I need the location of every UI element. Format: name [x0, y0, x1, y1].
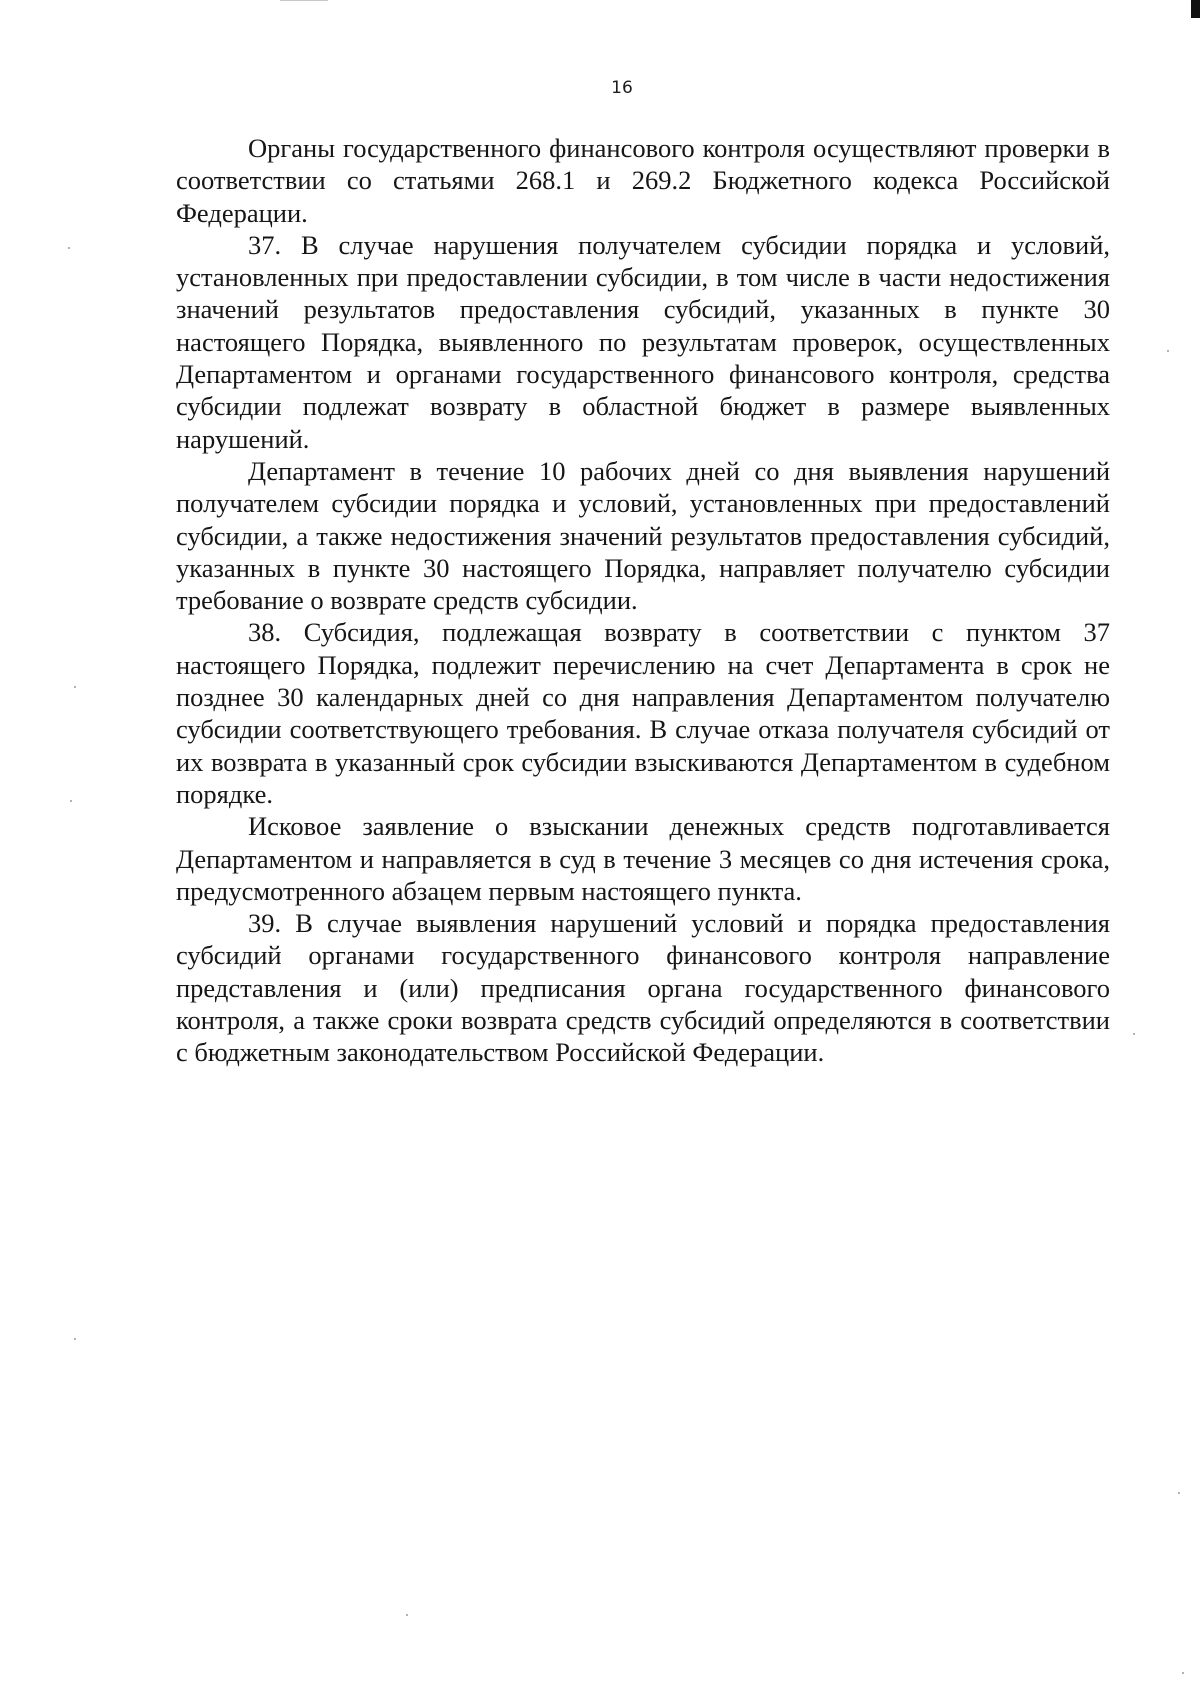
- scan-speck: [74, 1338, 76, 1340]
- paragraph-item-37: 37. В случае нарушения получателем субсидии порядка и условий, установленных при предоставлении субсидии, в том числе в части недостижения значений результатов предоставления субсидий, указанных в пункте 30 настоящего Порядка, выявленного по результатам проверок, осуществленных Департаментом и органами государственного финансового контроля, средства субсидии подлежат возврату в областной бюджет в размере выявленных нарушений.: [176, 229, 1110, 454]
- paragraph-financial-control: Органы государственного финансового контроля осуществляют проверки в соответствии со статьями 268.1 и 269.2 Бюджетного кодекса Российской Федерации.: [176, 133, 1110, 228]
- page-number: 16: [611, 78, 633, 98]
- paragraph-item-39: 39. В случае выявления нарушений условий и порядка предоставления субсидий органами государственного финансового контроля направление представления и (или) предписания органа государственного финансового контроля, а также сроки возврата средств субсидий определяются в соответствии с бюджетным законодательством Российской Федерации.: [176, 908, 1110, 1068]
- paragraph-department-notice: Департамент в течение 10 рабочих дней со дня выявления нарушений получателем субсидии порядка и условий, установленных при предоставлений субсидии, а также недостижения значений результатов предоставления субсидий, указанных в пункте 30 настоящего Порядка, направляет получателю субсидии требование о возврате средств субсидии.: [176, 455, 1110, 616]
- scan-speck: [1182, 1672, 1184, 1674]
- paragraph-item-38: 38. Субсидия, подлежащая возврату в соответствии с пунктом 37 настоящего Порядка, подлежит перечислению на счет Департамента в срок не позднее 30 календарных дней со дня направления Департаментом получателю субсидии соответствующего требования. В случае отказа получателя субсидий от их возврата в указанный срок субсидии взыскиваются Департаментом в судебном порядке.: [176, 617, 1110, 809]
- scan-speck: [74, 686, 76, 688]
- scan-speck: [1133, 1033, 1135, 1035]
- scan-speck: [1178, 1492, 1180, 1494]
- scan-speck: [70, 800, 72, 802]
- scan-artifact-line: [280, 0, 328, 1]
- scan-artifact-mark: [1191, 0, 1200, 18]
- scan-speck: [1167, 350, 1169, 352]
- paragraph-claim-statement: Исковое заявление о взыскании денежных средств подготавливается Департаментом и направляется в суд в течение 3 месяцев со дня истечения срока, предусмотренного абзацем первым настоящего пункта.: [176, 811, 1110, 906]
- document-body: [176, 132, 1110, 1069]
- scan-speck: [68, 247, 70, 249]
- scan-speck: [406, 1614, 408, 1616]
